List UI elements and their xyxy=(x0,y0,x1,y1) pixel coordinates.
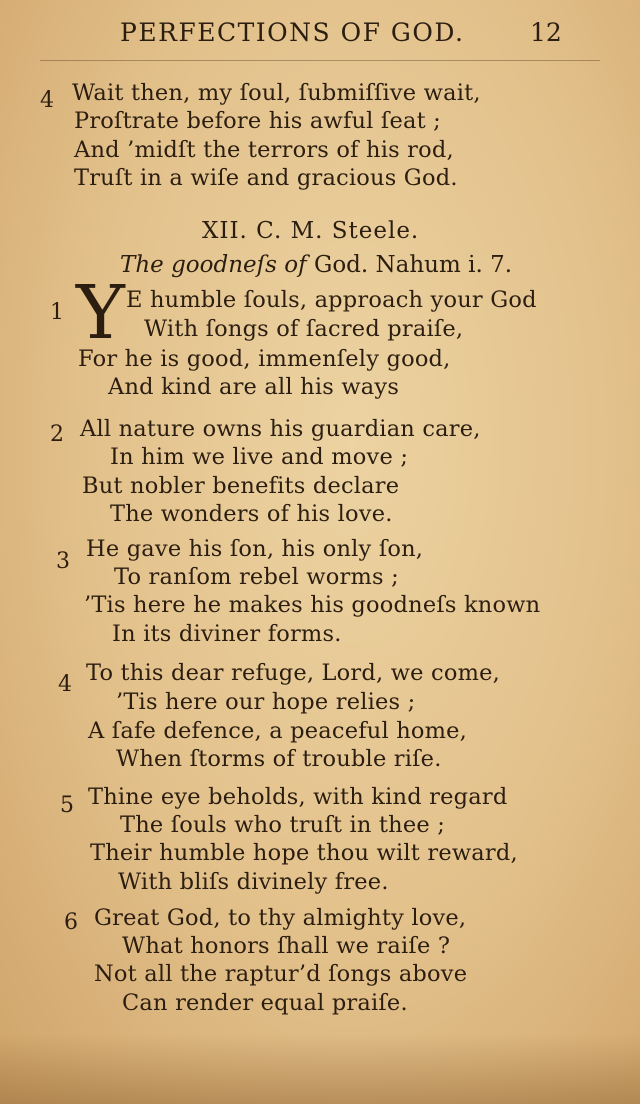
verse-line: Not all the raptur’d ſongs above xyxy=(94,961,468,987)
verse-line: Can render equal praiſe. xyxy=(122,990,408,1016)
stanza-number: 2 xyxy=(50,422,64,447)
verse-line: For he is good, immenſely good, xyxy=(78,346,451,372)
header-rule xyxy=(40,60,600,61)
verse-line: ’Tis here our hope relies ; xyxy=(116,689,416,715)
verse-line: ’Tis here he makes his goodneſs known xyxy=(84,592,541,618)
verse-line: Proſtrate before his awful ſeat ; xyxy=(74,108,441,134)
verse-line: The ſouls who truſt in thee ; xyxy=(120,812,446,838)
verse-line: The wonders of his love. xyxy=(110,501,393,527)
verse-line: And ’midſt the terrors of his rod, xyxy=(74,137,454,163)
subtitle-reference: God. Nahum i. 7. xyxy=(313,252,513,278)
hymn-title: XII. C. M. Steele. xyxy=(202,218,420,244)
drop-cap: Y xyxy=(76,270,125,356)
stanza-number: 4 xyxy=(58,672,72,697)
subtitle-italic: The goodneſs of xyxy=(120,252,307,278)
verse-line: He gave his ſon, his only ſon, xyxy=(86,536,424,562)
verse-line: Great God, to thy almighty love, xyxy=(94,905,467,931)
verse-line: To this dear refuge, Lord, we come, xyxy=(86,660,500,686)
stanza-number: 1 xyxy=(50,300,64,325)
verse-line: To ranſom rebel worms ; xyxy=(114,564,399,590)
verse-line: With bliſs divinely free. xyxy=(118,869,389,895)
verse-line: With ſongs of ſacred praiſe, xyxy=(144,316,464,342)
verse-line: A ſafe defence, a peaceful home, xyxy=(88,718,468,744)
verse-line: What honors ſhall we raiſe ? xyxy=(122,933,451,959)
verse-line: When ſtorms of trouble riſe. xyxy=(116,746,442,772)
verse-line: Wait then, my ſoul, ſubmiſſive wait, xyxy=(72,80,481,106)
verse-line: And kind are all his ways xyxy=(108,374,400,400)
verse-line: But nobler benefits declare xyxy=(82,473,400,499)
verse-line: In him we live and move ; xyxy=(110,444,409,470)
verse-line: Thine eye beholds, with kind regard xyxy=(88,784,508,810)
verse-line: Truſt in a wiſe and gracious God. xyxy=(74,165,458,191)
stanza-number: 3 xyxy=(56,549,70,574)
verse-line: In its diviner forms. xyxy=(112,621,342,647)
stanza-number: 6 xyxy=(64,910,78,935)
page-header xyxy=(0,18,640,54)
page-number: 12 xyxy=(530,18,562,47)
verse-line: E humble ſouls, approach your God xyxy=(126,287,537,313)
verse-line: Their humble hope thou wilt reward, xyxy=(90,840,518,866)
verse-line: All nature owns his guardian care, xyxy=(80,416,481,442)
hymn-subtitle xyxy=(120,252,512,278)
stanza-number: 4 xyxy=(40,88,54,113)
running-title: PERFECTIONS OF GOD. xyxy=(120,18,465,47)
stanza-number: 5 xyxy=(60,793,74,818)
